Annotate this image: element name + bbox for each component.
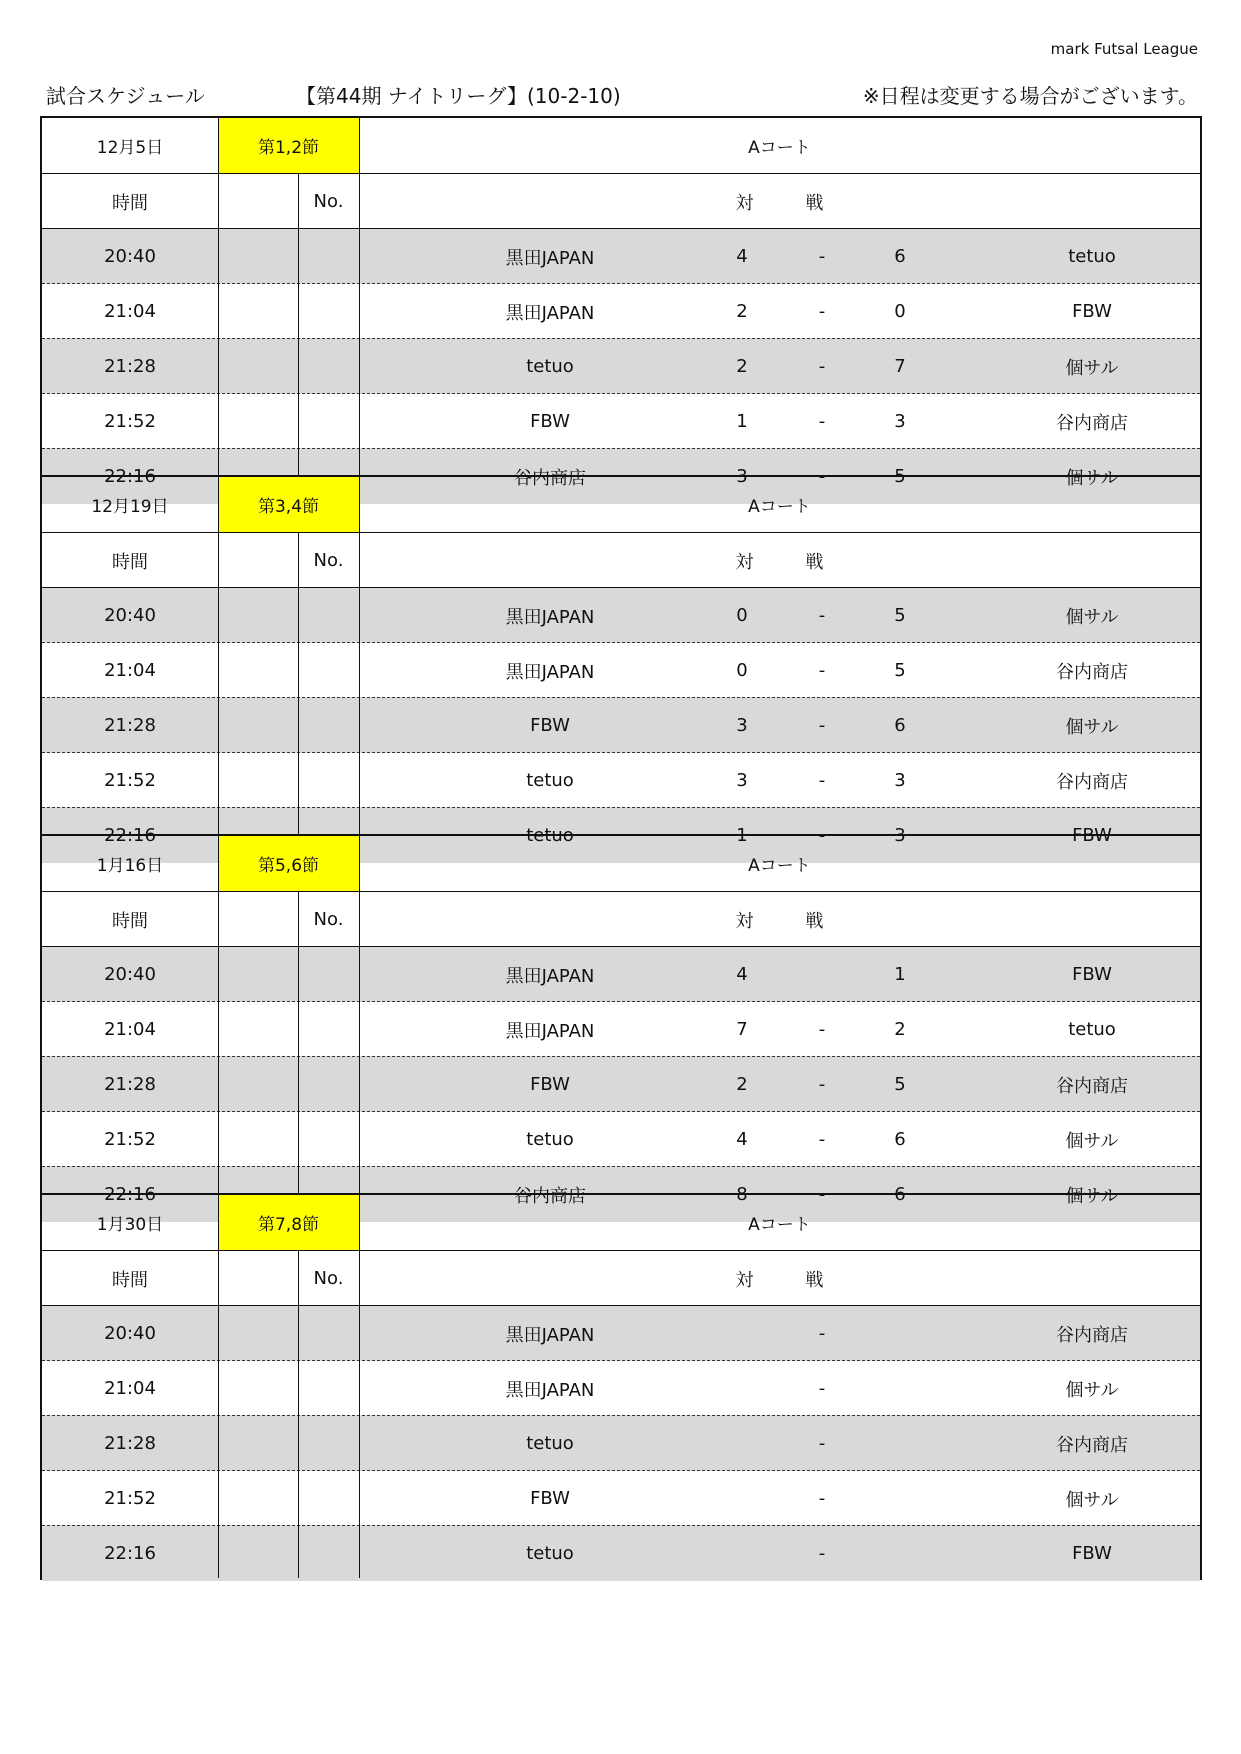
home-score: 8 bbox=[736, 1184, 748, 1205]
away-team: 谷内商店 bbox=[1056, 1075, 1128, 1097]
match-time: 22:16 bbox=[104, 466, 156, 487]
match-time: 21:04 bbox=[104, 1019, 156, 1040]
match-time: 21:28 bbox=[104, 1074, 156, 1095]
away-score: 1 bbox=[894, 964, 906, 985]
away-team: 谷内商店 bbox=[1056, 1324, 1128, 1346]
away-team: 個サル bbox=[1065, 716, 1119, 738]
table-row bbox=[42, 228, 1200, 284]
home-team: tetuo bbox=[526, 770, 574, 791]
match-time: 21:28 bbox=[104, 1433, 156, 1454]
away-team: 谷内商店 bbox=[1056, 771, 1128, 793]
round-label: 第3,4節 bbox=[218, 477, 359, 532]
column-header-row bbox=[42, 532, 1200, 588]
table-row bbox=[42, 587, 1200, 643]
match-date: 1月16日 bbox=[96, 856, 164, 876]
score-separator: - bbox=[818, 1074, 826, 1095]
column-divider bbox=[218, 836, 219, 1219]
away-team: 個サル bbox=[1065, 467, 1119, 489]
score-separator: - bbox=[818, 411, 826, 432]
table-row bbox=[42, 1360, 1200, 1416]
column-divider bbox=[298, 532, 299, 860]
away-score: 6 bbox=[894, 1129, 906, 1150]
score-separator bbox=[802, 947, 842, 1002]
organization-name: mark Futsal League bbox=[1050, 40, 1198, 58]
schedule-notice: ※日程は変更する場合がございます。 bbox=[862, 84, 1198, 108]
home-score: 3 bbox=[736, 715, 748, 736]
block-header-row bbox=[42, 1195, 1200, 1250]
home-score: 7 bbox=[736, 1019, 748, 1040]
away-team: 個サル bbox=[1065, 1489, 1119, 1511]
home-score bbox=[722, 1306, 762, 1361]
table-row bbox=[42, 1056, 1200, 1112]
away-score: 3 bbox=[894, 825, 906, 846]
match-header-a: 対 bbox=[735, 551, 754, 573]
home-score: 1 bbox=[736, 825, 748, 846]
column-divider bbox=[298, 173, 299, 501]
match-date: 12月5日 bbox=[96, 138, 164, 158]
away-score: 6 bbox=[894, 715, 906, 736]
score-separator: - bbox=[818, 1488, 826, 1509]
home-team: 黒田JAPAN bbox=[505, 965, 595, 987]
match-header-b: 戦 bbox=[805, 192, 824, 214]
away-team: FBW bbox=[1072, 1543, 1112, 1564]
score-separator: - bbox=[818, 466, 826, 487]
home-score: 4 bbox=[736, 246, 748, 267]
score-separator: - bbox=[818, 1433, 826, 1454]
away-score: 5 bbox=[894, 660, 906, 681]
away-score bbox=[880, 1526, 920, 1581]
home-team: FBW bbox=[530, 1074, 570, 1095]
no-header: No. bbox=[313, 191, 344, 212]
column-divider bbox=[218, 1195, 219, 1578]
away-score bbox=[880, 1361, 920, 1416]
home-team: tetuo bbox=[526, 825, 574, 846]
match-time: 21:52 bbox=[104, 411, 156, 432]
column-header-row bbox=[42, 173, 1200, 229]
score-separator: - bbox=[818, 1019, 826, 1040]
home-team: 黒田JAPAN bbox=[505, 661, 595, 683]
table-row bbox=[42, 338, 1200, 394]
score-separator: - bbox=[818, 1378, 826, 1399]
away-score: 6 bbox=[894, 1184, 906, 1205]
table-row bbox=[42, 697, 1200, 753]
home-score bbox=[722, 1416, 762, 1471]
match-date: 12月19日 bbox=[91, 497, 169, 517]
column-header-row bbox=[42, 891, 1200, 947]
away-team: 個サル bbox=[1065, 1379, 1119, 1401]
column-divider bbox=[298, 1250, 299, 1578]
away-score: 5 bbox=[894, 605, 906, 626]
home-score bbox=[722, 1471, 762, 1526]
column-divider bbox=[359, 1195, 360, 1578]
home-team: 谷内商店 bbox=[514, 1185, 586, 1207]
home-score: 2 bbox=[736, 301, 748, 322]
home-team: 黒田JAPAN bbox=[505, 247, 595, 269]
match-header bbox=[359, 1251, 1200, 1306]
match-time: 21:28 bbox=[104, 715, 156, 736]
score-separator: - bbox=[818, 825, 826, 846]
home-score bbox=[722, 1526, 762, 1581]
home-score: 2 bbox=[736, 356, 748, 377]
table-row bbox=[42, 1525, 1200, 1581]
match-time: 20:40 bbox=[104, 1323, 156, 1344]
no-header: No. bbox=[313, 1268, 344, 1289]
score-separator: - bbox=[818, 1129, 826, 1150]
match-header-b: 戦 bbox=[805, 1269, 824, 1291]
match-time: 22:16 bbox=[104, 825, 156, 846]
column-divider bbox=[298, 891, 299, 1219]
match-time: 20:40 bbox=[104, 246, 156, 267]
court-label: Aコート bbox=[748, 138, 811, 158]
match-header bbox=[359, 533, 1200, 588]
home-team: 黒田JAPAN bbox=[505, 1379, 595, 1401]
home-score: 4 bbox=[736, 1129, 748, 1150]
column-divider bbox=[359, 118, 360, 501]
table-row bbox=[42, 642, 1200, 698]
round-label: 第7,8節 bbox=[218, 1195, 359, 1250]
home-team: 黒田JAPAN bbox=[505, 1324, 595, 1346]
schedule-block bbox=[40, 1193, 1202, 1580]
table-row bbox=[42, 1111, 1200, 1167]
home-team: 谷内商店 bbox=[514, 467, 586, 489]
match-time: 22:16 bbox=[104, 1543, 156, 1564]
home-score: 0 bbox=[736, 605, 748, 626]
away-team: tetuo bbox=[1068, 1019, 1116, 1040]
home-score: 2 bbox=[736, 1074, 748, 1095]
home-team: 黒田JAPAN bbox=[505, 1020, 595, 1042]
away-score: 5 bbox=[894, 466, 906, 487]
home-team: FBW bbox=[530, 1488, 570, 1509]
match-header-b: 戦 bbox=[805, 551, 824, 573]
schedule-block bbox=[40, 834, 1202, 1221]
away-score bbox=[880, 1471, 920, 1526]
time-header: 時間 bbox=[112, 192, 148, 214]
away-team: FBW bbox=[1072, 964, 1112, 985]
home-team: 黒田JAPAN bbox=[505, 302, 595, 324]
column-divider bbox=[359, 836, 360, 1219]
match-time: 21:04 bbox=[104, 1378, 156, 1399]
home-team: tetuo bbox=[526, 1433, 574, 1454]
away-team: FBW bbox=[1072, 825, 1112, 846]
home-team: FBW bbox=[530, 411, 570, 432]
away-score: 7 bbox=[894, 356, 906, 377]
match-time: 22:16 bbox=[104, 1184, 156, 1205]
table-row bbox=[42, 393, 1200, 449]
time-header: 時間 bbox=[112, 910, 148, 932]
column-divider bbox=[218, 477, 219, 860]
away-team: tetuo bbox=[1068, 246, 1116, 267]
match-date: 1月30日 bbox=[96, 1215, 164, 1235]
match-time: 20:40 bbox=[104, 964, 156, 985]
match-header-a: 対 bbox=[735, 1269, 754, 1291]
column-header-row bbox=[42, 1250, 1200, 1306]
home-score: 4 bbox=[736, 964, 748, 985]
match-header-a: 対 bbox=[735, 910, 754, 932]
away-team: 谷内商店 bbox=[1056, 412, 1128, 434]
time-header: 時間 bbox=[112, 551, 148, 573]
block-header-row bbox=[42, 118, 1200, 173]
match-time: 21:52 bbox=[104, 1129, 156, 1150]
court-label: Aコート bbox=[748, 497, 811, 517]
table-row bbox=[42, 1305, 1200, 1361]
home-team: tetuo bbox=[526, 356, 574, 377]
home-team: tetuo bbox=[526, 1129, 574, 1150]
home-team: tetuo bbox=[526, 1543, 574, 1564]
match-time: 21:52 bbox=[104, 1488, 156, 1509]
score-separator: - bbox=[818, 1184, 826, 1205]
match-header-b: 戦 bbox=[805, 910, 824, 932]
away-team: 谷内商店 bbox=[1056, 661, 1128, 683]
score-separator: - bbox=[818, 715, 826, 736]
block-header-row bbox=[42, 836, 1200, 891]
time-header: 時間 bbox=[112, 1269, 148, 1291]
score-separator: - bbox=[818, 246, 826, 267]
no-header: No. bbox=[313, 909, 344, 930]
round-label: 第5,6節 bbox=[218, 836, 359, 891]
block-header-row bbox=[42, 477, 1200, 532]
home-score: 3 bbox=[736, 770, 748, 791]
match-time: 21:04 bbox=[104, 660, 156, 681]
away-score: 5 bbox=[894, 1074, 906, 1095]
away-team: 個サル bbox=[1065, 1185, 1119, 1207]
match-time: 20:40 bbox=[104, 605, 156, 626]
away-team: 個サル bbox=[1065, 357, 1119, 379]
league-title: 【第44期 ナイトリーグ】(10-2-10) bbox=[296, 84, 621, 108]
court-label: Aコート bbox=[748, 856, 811, 876]
table-row bbox=[42, 1001, 1200, 1057]
score-separator: - bbox=[818, 1543, 826, 1564]
away-score: 2 bbox=[894, 1019, 906, 1040]
score-separator: - bbox=[818, 301, 826, 322]
home-score bbox=[722, 1361, 762, 1416]
match-header bbox=[359, 174, 1200, 229]
court-label: Aコート bbox=[748, 1215, 811, 1235]
schedule-block bbox=[40, 475, 1202, 862]
away-score bbox=[880, 1306, 920, 1361]
score-separator: - bbox=[818, 1323, 826, 1344]
home-team: 黒田JAPAN bbox=[505, 606, 595, 628]
table-row bbox=[42, 1415, 1200, 1471]
home-score: 3 bbox=[736, 466, 748, 487]
score-separator: - bbox=[818, 356, 826, 377]
column-divider bbox=[359, 477, 360, 860]
match-header bbox=[359, 892, 1200, 947]
table-row bbox=[42, 946, 1200, 1002]
score-separator: - bbox=[818, 770, 826, 791]
score-separator: - bbox=[818, 605, 826, 626]
away-team: 谷内商店 bbox=[1056, 1434, 1128, 1456]
table-row bbox=[42, 752, 1200, 808]
table-row bbox=[42, 283, 1200, 339]
home-score: 0 bbox=[736, 660, 748, 681]
away-team: FBW bbox=[1072, 301, 1112, 322]
away-team: 個サル bbox=[1065, 606, 1119, 628]
schedule-block bbox=[40, 116, 1202, 503]
score-separator: - bbox=[818, 660, 826, 681]
table-row bbox=[42, 1470, 1200, 1526]
away-score: 3 bbox=[894, 770, 906, 791]
page-title: 試合スケジュール bbox=[46, 84, 205, 108]
match-time: 21:04 bbox=[104, 301, 156, 322]
column-divider bbox=[218, 118, 219, 501]
away-score: 3 bbox=[894, 411, 906, 432]
match-header-a: 対 bbox=[735, 192, 754, 214]
away-team: 個サル bbox=[1065, 1130, 1119, 1152]
away-score bbox=[880, 1416, 920, 1471]
match-time: 21:52 bbox=[104, 770, 156, 791]
no-header: No. bbox=[313, 550, 344, 571]
home-team: FBW bbox=[530, 715, 570, 736]
home-score: 1 bbox=[736, 411, 748, 432]
match-time: 21:28 bbox=[104, 356, 156, 377]
away-score: 0 bbox=[894, 301, 906, 322]
round-label: 第1,2節 bbox=[218, 118, 359, 173]
away-score: 6 bbox=[894, 246, 906, 267]
